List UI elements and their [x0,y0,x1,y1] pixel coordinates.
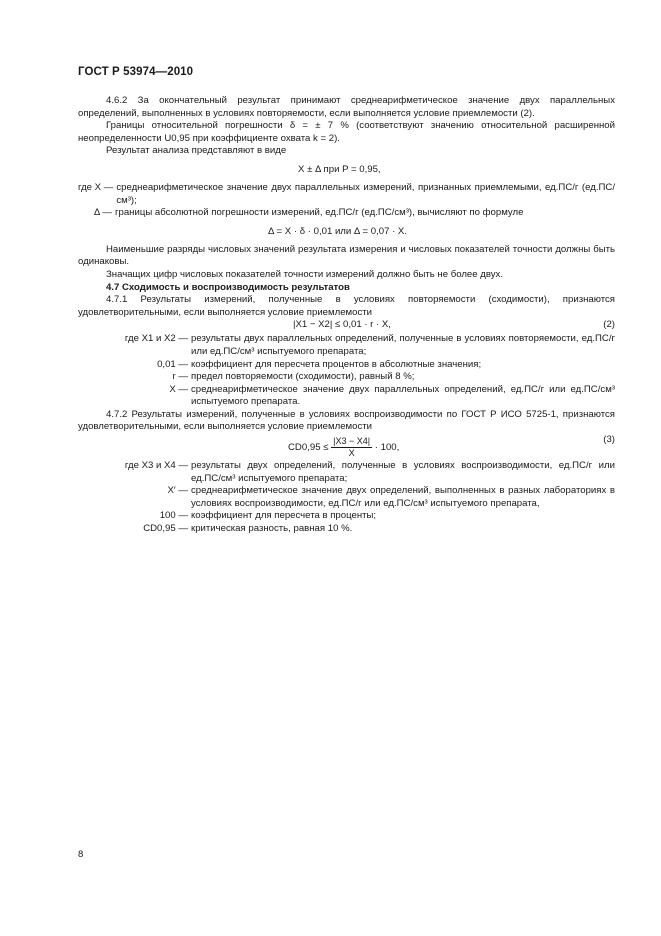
formula-result-text: X ± Δ при P = 0,95, [298,163,381,175]
equation-2-number: (2) [603,319,615,331]
equation-3-right: · 100, [374,442,400,454]
equation-2 [78,319,615,333]
definition-text: коэффициент для пересчета процентов в абсолютные значения; [191,358,482,370]
equation-3-left: CD0,95 ≤ [288,442,329,454]
definition-row [78,510,615,523]
paragraph-digits-2: Значащих цифр числовых показателей точности измерений должно быть не более двух. [106,268,503,280]
definition-row [78,460,615,485]
definition-symbol: где X3 и X4 — [124,460,188,472]
definition-text: предел повторяемости (сходимости), равный 8 %; [191,371,415,383]
definition-symbol: Δ — [93,207,112,219]
paragraph-4-7-1: 4.7.1 Результаты измерений, полученные в условиях повторяемости (сходимости), признаются удовлетворительными, если выполняется условие приемлемости [78,294,615,318]
definition-symbol: где X1 и X2 — [124,333,188,345]
definition-row [78,523,615,536]
equation-3-denominator: X [348,448,355,459]
definitions-1 [78,182,615,207]
equation-3-number: (3) [603,434,615,446]
formula-result [78,158,615,182]
definition-symbol: X — [169,383,188,395]
definition-row [78,182,615,207]
equation-3 [78,434,615,460]
definition-symbol: где X — [78,181,114,193]
definition-symbol: 0,01 — [157,358,188,370]
equation-3-numerator: |X3 − X4| [333,436,371,447]
definition-row [78,485,615,510]
equation-3-fraction [331,436,372,459]
definition-row [78,359,615,372]
paragraph-bounds: Границы относительной погрешности δ = ± 7 % (соответствуют значению относительной расширенной неопределенности U0,95 при коэффициенте охвата k = 2). [78,120,615,144]
equation-2-text: |X1 − X2| ≤ 0,01 · r · X, [293,319,391,331]
definition-row [78,384,615,409]
definition-text: коэффициент для пересчета в проценты; [191,510,377,522]
definitions-eq2 [78,333,615,409]
definition-symbol: X′ — [167,485,188,497]
formula-delta [78,220,615,244]
definition-symbol: r — [172,371,188,383]
definition-symbol: CD0,95 — [143,523,188,535]
definition-text: результаты двух определений, полученные в условиях воспроизводимости, ед.ПС/г или ед.ПС/см³ испытуемого препарата; [191,460,615,484]
paragraph-digits-1: Наименьшие разряды числовых значений результата измерения и числовых показателей точности должны быть одинаковы. [78,243,615,268]
definition-row [78,207,615,220]
definition-text: критическая разность, равная 10 %. [191,523,353,535]
equation-3-expression [288,436,399,459]
document-header: ГОСТ Р 53974—2010 [78,66,194,78]
definition-text: границы абсолютной погрешности измерений, ед.ПС/г (ед.ПС/см³), вычисляют по формуле [115,207,524,219]
definition-text: среднеарифметическое значение двух параллельных измерений, признанных приемлемыми, ед.ПС/г (ед.ПС/см³); [116,181,615,206]
paragraph-result: Результат анализа представляют в виде [106,145,287,157]
definition-text: среднеарифметическое значение двух параллельных определений, ед.ПС/г или ед.ПС/см³ испытуемого препарата. [191,383,615,408]
formula-delta-text: Δ = X · δ · 0,01 или Δ = 0,07 · X. [268,225,407,237]
definitions-eq3 [78,460,615,536]
section-heading-4-7: 4.7 Сходимость и воспроизводимость результатов [106,281,350,293]
definition-row [78,333,615,358]
paragraph-4-7-2: 4.7.2 Результаты измерений, полученные в условиях воспроизводимости по ГОСТ Р ИСО 5725-1, признаются удовлетворительными, если выполняется условие приемлемости [78,408,615,433]
definitions-2 [78,207,615,220]
page-number: 8 [78,849,84,860]
document-body [78,95,615,536]
definition-row [78,371,615,384]
definition-text: результаты двух параллельных определений, полученные в условиях повторяемости, ед.ПС/г или ед.ПС/см³ испытуемого препарата; [191,333,615,357]
definition-symbol: 100 — [159,510,188,522]
paragraph-4-6-2: 4.6.2 За окончательный результат принимают среднеарифметическое значение двух параллельных определений, выполненных в условиях повторяемости, если выполняется условие приемлемости (2). [78,95,615,119]
definition-text: среднеарифметическое значение двух определений, выполненных в разных лабораториях в условиях воспроизводимости, ед.ПС/г или ед.ПС/см³ испытуемого препарата, [191,485,615,509]
